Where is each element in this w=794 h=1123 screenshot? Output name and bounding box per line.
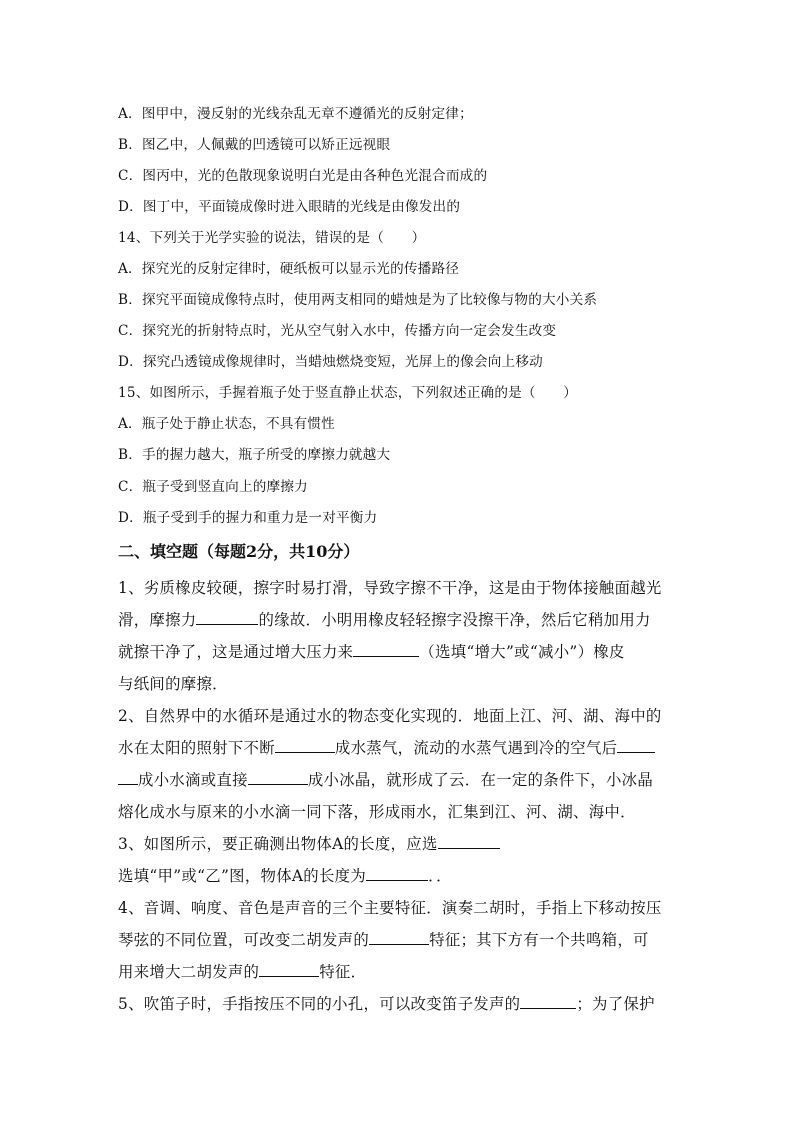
answer-blank[interactable] xyxy=(248,770,308,785)
fill2-line3-text-a: 成小水滴或直接 xyxy=(138,771,248,789)
fill4-line2 xyxy=(118,930,649,950)
q13-option-c: C．图丙中，光的色散现象说明白光是由各种色光混合而成的 xyxy=(118,168,488,184)
fill3-line1-text: 3、如图所示，要正确测出物体A的长度，应选 xyxy=(118,835,438,853)
answer-blank-continued[interactable] xyxy=(118,770,138,785)
fill1-line2 xyxy=(118,610,651,630)
fill4-line1: 4、音调、响度、音色是声音的三个主要特征．演奏二胡时，手指上下移动按压 xyxy=(118,899,662,917)
q15-option-b: B．手的握力越大，瓶子所受的摩擦力就越大 xyxy=(118,447,391,463)
fill4-line2-text-a: 琴弦的不同位置，可改变二胡发声的 xyxy=(118,931,370,949)
answer-blank[interactable] xyxy=(617,738,655,753)
fill2-line2-text-a: 水在太阳的照射下不断 xyxy=(118,739,275,757)
fill1-line3 xyxy=(118,642,625,662)
fill3-line2-text-b: ．． xyxy=(428,867,452,885)
fill4-line3 xyxy=(118,962,366,982)
answer-blank[interactable] xyxy=(520,994,576,1009)
fill2-line4: 熔化成水与原来的小水滴一同下落，形成雨水，汇集到江、河、湖、海中． xyxy=(118,803,636,821)
fill3-line1 xyxy=(118,834,500,854)
q14-option-d: D．探究凸透镜成像规律时，当蜡烛燃烧变短，光屏上的像会向上移动 xyxy=(118,354,543,370)
answer-blank[interactable] xyxy=(369,930,429,945)
fill4-line3-text-b: 特征． xyxy=(319,963,367,981)
q15-option-c: C．瓶子受到竖直向上的摩擦力 xyxy=(118,479,308,495)
answer-blank[interactable] xyxy=(438,834,500,849)
fill5-line1 xyxy=(118,994,655,1014)
answer-blank[interactable] xyxy=(196,610,258,625)
fill3-line2 xyxy=(118,866,452,886)
answer-blank[interactable] xyxy=(275,738,335,753)
q14-stem: 14、下列关于光学实验的说法，错误的是（ ） xyxy=(118,230,426,246)
q13-option-a: A．图甲中，漫反射的光线杂乱无章不遵循光的反射定律； xyxy=(118,106,473,122)
section-heading: 二、填空题（每题2分，共10分） xyxy=(118,542,360,561)
q15-option-d: D．瓶子受到手的握力和重力是一对平衡力 xyxy=(118,510,378,526)
answer-blank[interactable] xyxy=(366,866,428,881)
q13-option-d: D．图丁中，平面镜成像时进入眼睛的光线是由像发出的 xyxy=(118,199,461,215)
q15-option-a: A．瓶子处于静止状态，不具有惯性 xyxy=(118,416,335,432)
q13-option-b: B．图乙中，人佩戴的凹透镜可以矫正远视眼 xyxy=(118,137,391,153)
fill2-line3-text-b: 成小冰晶，就形成了云．在一定的条件下，小冰晶 xyxy=(307,771,654,789)
fill1-line2-text-a: 滑，摩擦力 xyxy=(118,611,197,629)
q15-stem: 15、如图所示，手握着瓶子处于竖直静止状态，下列叙述正确的是（ ） xyxy=(118,385,578,401)
fill2-line3 xyxy=(118,770,653,790)
fill1-line2-text-b: 的缘故．小明用橡皮轻轻擦字没擦干净，然后它稍加用力 xyxy=(258,611,651,629)
answer-blank[interactable] xyxy=(259,962,319,977)
answer-blank[interactable] xyxy=(353,642,419,657)
fill1-line3-text-b: （选填“增大”或“减小”）橡皮 xyxy=(419,643,625,661)
fill5-line1-text-b: ；为了保护 xyxy=(576,995,655,1013)
q14-option-b: B．探究平面镜成像特点时，使用两支相同的蜡烛是为了比较像与物的大小关系 xyxy=(118,292,598,308)
fill2-line2 xyxy=(118,738,655,758)
fill1-line1: 1、劣质橡皮较硬，擦字时易打滑，导致字擦不干净，这是由于物体接触面越光 xyxy=(118,579,662,597)
fill5-line1-text-a: 5、吹笛子时，手指按压不同的小孔，可以改变笛子发声的 xyxy=(118,995,521,1013)
q14-option-c: C．探究光的折射特点时，光从空气射入水中，传播方向一定会发生改变 xyxy=(118,323,557,339)
fill4-line2-text-b: 特征；其下方有一个共鸣箱，可 xyxy=(429,931,649,949)
fill2-line2-text-b: 成水蒸气，流动的水蒸气遇到冷的空气后 xyxy=(334,739,618,757)
fill1-line3-text-a: 就擦干净了，这是通过增大压力来 xyxy=(118,643,354,661)
fill4-line3-text-a: 用来增大二胡发声的 xyxy=(118,963,260,981)
fill1-line4: 与纸间的摩擦． xyxy=(118,675,228,693)
q14-option-a: A．探究光的反射定律时，硬纸板可以显示光的传播路径 xyxy=(118,261,460,277)
fill3-line2-text-a: 选填“甲”或“乙”图，物体A的长度为 xyxy=(118,867,367,885)
fill2-line1: 2、自然界中的水循环是通过水的物态变化实现的．地面上江、河、湖、海中的 xyxy=(118,707,662,725)
